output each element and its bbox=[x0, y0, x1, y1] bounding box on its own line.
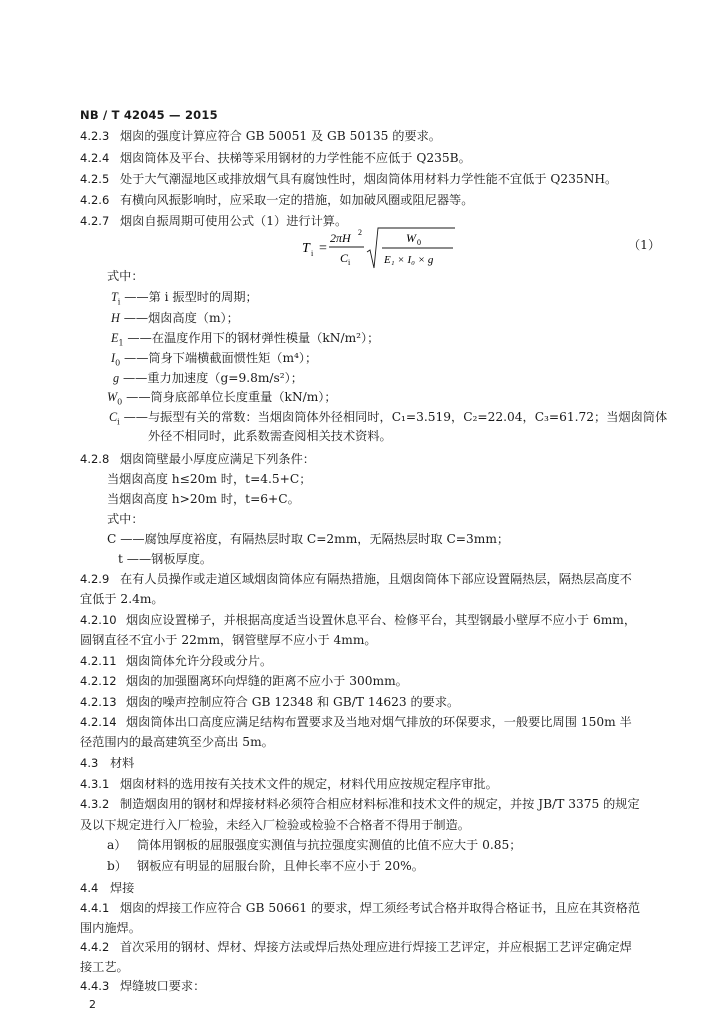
formula-lhs: T bbox=[302, 241, 310, 256]
list-text: 钢板应有明显的屈服台阶，且伸长率不应小于 20%。 bbox=[137, 859, 424, 873]
clause-4-2-9 bbox=[80, 571, 632, 587]
var-symbol: T bbox=[111, 290, 118, 304]
section-number: 4.3 bbox=[80, 756, 99, 770]
list-text: 筒体用钢板的屈服强度实测值与抗拉强度实测值的比值不应大于 0.85； bbox=[137, 838, 522, 852]
var-symbol: I bbox=[111, 351, 116, 365]
standard-code-header: NB / T 42045 — 2015 bbox=[80, 108, 218, 122]
variable-ci-continued: 外径不相同时，此系数需查阅相关技术资料。 bbox=[148, 429, 392, 443]
clause-4-2-10-continued: 圆钢直径不宜小于 22mm，钢管壁厚不应小于 4mm。 bbox=[80, 633, 377, 647]
clause-text: 处于大气潮湿地区或排放烟气具有腐蚀性时，烟囱筒体用材料力学性能不宜低于 Q235NH。 bbox=[120, 172, 618, 186]
clause-number: 4.3.2 bbox=[80, 797, 110, 811]
clause-text: 烟囱的焊接工作应符合 GB 50661 的要求，焊工须经考试合格并取得合格证书，且应在其资格范 bbox=[120, 901, 641, 915]
clause-number: 4.2.9 bbox=[80, 572, 110, 586]
clause-text: 烟囱筒体允许分段或分片。 bbox=[126, 654, 273, 668]
formula-lhs-sub: i bbox=[311, 249, 314, 258]
section-4-4-heading bbox=[80, 880, 134, 896]
var-subscript: 0 bbox=[115, 358, 121, 368]
clause-text: 烟囱材料的选用按有关技术文件的规定，材料代用应按规定程序审批。 bbox=[120, 777, 498, 791]
variable-e1 bbox=[111, 330, 379, 351]
var-subscript: i bbox=[117, 297, 121, 307]
formula-number: （1） bbox=[628, 238, 661, 252]
clause-text: 有横向风振影响时，应采取一定的措施，如加破风圈或阻尼器等。 bbox=[120, 193, 474, 207]
var-subscript: 0 bbox=[117, 397, 123, 407]
var-desc: ——筒身底部单位长度重量（kN/m）； bbox=[126, 390, 337, 404]
formula-numerator: 2πH bbox=[330, 231, 351, 245]
clause-text: 烟囱筒体出口高度应满足结构布置要求及当地对烟气排放的环保要求，一般要比周围 150m 半 bbox=[126, 715, 632, 729]
clause-text: 制造烟囱用的钢材和焊接材料必须符合相应材料标准和技术文件的规定，并按 JB/T 3375 的规定 bbox=[120, 797, 640, 811]
clause-4-3-1 bbox=[80, 776, 498, 792]
clause-4-4-1 bbox=[80, 900, 640, 916]
formula-sqrt-numerator: W bbox=[406, 231, 416, 245]
formula-sqrt-numerator-sub: 0 bbox=[417, 238, 421, 247]
section-title: 焊接 bbox=[110, 881, 135, 895]
clause-text: 烟囱的噪声控制应符合 GB 12348 和 GB/T 14623 的要求。 bbox=[126, 695, 460, 709]
var-desc: ——烟囱高度（m）； bbox=[123, 311, 239, 325]
period-formula bbox=[300, 222, 460, 272]
where-label: 式中： bbox=[107, 269, 144, 283]
variable-w0 bbox=[107, 389, 337, 410]
var-subscript: i bbox=[117, 417, 120, 427]
var-symbol: W bbox=[107, 390, 118, 404]
variable-c: C ——腐蚀厚度裕度，有隔热层时取 C=2mm，无隔热层时取 C=3mm； bbox=[107, 532, 510, 546]
var-desc: ——与振型有关的常数：当烟囱筒体外径相同时，C₁=3.519，C₂=22.04，C₃=61.72；当烟囱筒体 bbox=[123, 410, 668, 424]
clause-number: 4.2.10 bbox=[80, 613, 117, 627]
clause-4-3-2-continued: 及以下规定进行入厂检验，未经入厂检验或检验不合格者不得用于制造。 bbox=[80, 818, 470, 832]
variable-i0 bbox=[111, 350, 317, 371]
clause-4-4-2-continued: 接工艺。 bbox=[80, 960, 129, 974]
var-desc: ——在温度作用下的钢材弹性模量（kN/m²）； bbox=[127, 331, 380, 345]
var-symbol: g bbox=[113, 371, 120, 385]
formula-denominator: C bbox=[340, 251, 349, 265]
clause-4-4-1-continued: 围内施焊。 bbox=[80, 921, 141, 935]
clause-text: 首次采用的钢材、焊材、焊接方法或焊后热处理应进行焊接工艺评定，并应根据工艺评定确定焊 bbox=[120, 940, 632, 954]
clause-text: 烟囱筒体及平台、扶梯等采用钢材的力学性能不应低于 Q235B。 bbox=[120, 151, 471, 165]
svg-text:=: = bbox=[319, 241, 327, 256]
var-symbol: C bbox=[109, 410, 118, 424]
variable-t: t ——钢板厚度。 bbox=[118, 552, 213, 566]
clause-4-4-2 bbox=[80, 939, 632, 955]
clause-text: 在有人员操作或走道区域烟囱筒体应有隔热措施，且烟囱筒体下部应设置隔热层，隔热层高度不 bbox=[120, 572, 632, 586]
clause-number: 4.2.6 bbox=[80, 193, 110, 207]
clause-text: 烟囱筒壁最小厚度应满足下列条件： bbox=[120, 452, 315, 466]
formula-numerator-sup: 2 bbox=[358, 228, 362, 237]
clause-number: 4.4.3 bbox=[80, 979, 110, 993]
clause-4-2-12 bbox=[80, 673, 408, 689]
section-title: 材料 bbox=[110, 756, 135, 770]
clause-number: 4.2.7 bbox=[80, 214, 110, 228]
clause-number: 4.4.1 bbox=[80, 901, 110, 915]
clause-number: 4.4.2 bbox=[80, 940, 110, 954]
formula-sqrt-denominator: E₁ × I₀ × g bbox=[384, 254, 434, 266]
section-4-3-heading bbox=[80, 755, 134, 771]
clause-number: 4.2.5 bbox=[80, 172, 110, 186]
formula-denominator-sub: i bbox=[348, 258, 351, 267]
clause-4-3-2 bbox=[80, 796, 640, 812]
clause-number: 4.2.13 bbox=[80, 695, 117, 709]
clause-4-2-14 bbox=[80, 714, 632, 730]
clause-4-2-11 bbox=[80, 653, 272, 669]
clause-number: 4.2.3 bbox=[80, 129, 110, 143]
clause-text: 焊缝坡口要求： bbox=[120, 979, 206, 993]
section-number: 4.4 bbox=[80, 881, 99, 895]
condition-h-le-20: 当烟囱高度 h≤20m 时，t=4.5+C； bbox=[107, 472, 312, 486]
clause-4-2-3 bbox=[80, 128, 441, 144]
variable-h bbox=[111, 310, 239, 331]
clause-number: 4.2.8 bbox=[80, 452, 110, 466]
condition-h-gt-20: 当烟囱高度 h>20m 时，t=6+C。 bbox=[107, 492, 300, 506]
list-item-b bbox=[107, 858, 424, 874]
var-desc: ——重力加速度（g=9.8m/s²）； bbox=[122, 371, 303, 385]
clause-4-2-4 bbox=[80, 150, 471, 166]
var-desc: ——筒身下端横截面惯性矩（m⁴）； bbox=[124, 351, 318, 365]
clause-number: 4.2.4 bbox=[80, 151, 110, 165]
clause-number: 4.2.11 bbox=[80, 654, 117, 668]
clause-4-2-5 bbox=[80, 171, 617, 187]
clause-number: 4.3.1 bbox=[80, 777, 110, 791]
var-subscript: 1 bbox=[118, 338, 124, 348]
clause-number: 4.2.12 bbox=[80, 674, 117, 688]
list-marker: a） bbox=[107, 838, 127, 852]
where-label-2: 式中： bbox=[107, 512, 144, 526]
var-symbol: E bbox=[111, 331, 119, 345]
clause-text: 烟囱自振周期可使用公式（1）进行计算。 bbox=[120, 214, 348, 228]
clause-4-2-6 bbox=[80, 192, 473, 208]
clause-text: 烟囱应设置梯子，并根据高度适当设置休息平台、检修平台，其型钢最小壁厚不应小于 6mm， bbox=[126, 613, 637, 627]
var-symbol: H bbox=[111, 311, 120, 325]
clause-text: 烟囱的强度计算应符合 GB 50051 及 GB 50135 的要求。 bbox=[120, 129, 441, 143]
clause-text: 烟囱的加强圈离环向焊缝的距离不应小于 300mm。 bbox=[126, 674, 408, 688]
clause-4-2-9-continued: 宜低于 2.4m。 bbox=[80, 592, 164, 606]
clause-4-2-8 bbox=[80, 451, 315, 467]
clause-number: 4.2.14 bbox=[80, 715, 117, 729]
list-marker: b） bbox=[107, 859, 127, 873]
clause-4-2-14-continued: 径范围内的最高建筑至少高出 5m。 bbox=[80, 735, 274, 749]
clause-4-4-3 bbox=[80, 978, 205, 994]
clause-4-2-13 bbox=[80, 694, 459, 710]
variable-ti bbox=[111, 289, 258, 310]
list-item-a bbox=[107, 837, 521, 853]
clause-4-2-10 bbox=[80, 612, 636, 628]
var-desc: ——第 i 振型时的周期； bbox=[124, 290, 258, 304]
page-number: 2 bbox=[89, 998, 96, 1011]
